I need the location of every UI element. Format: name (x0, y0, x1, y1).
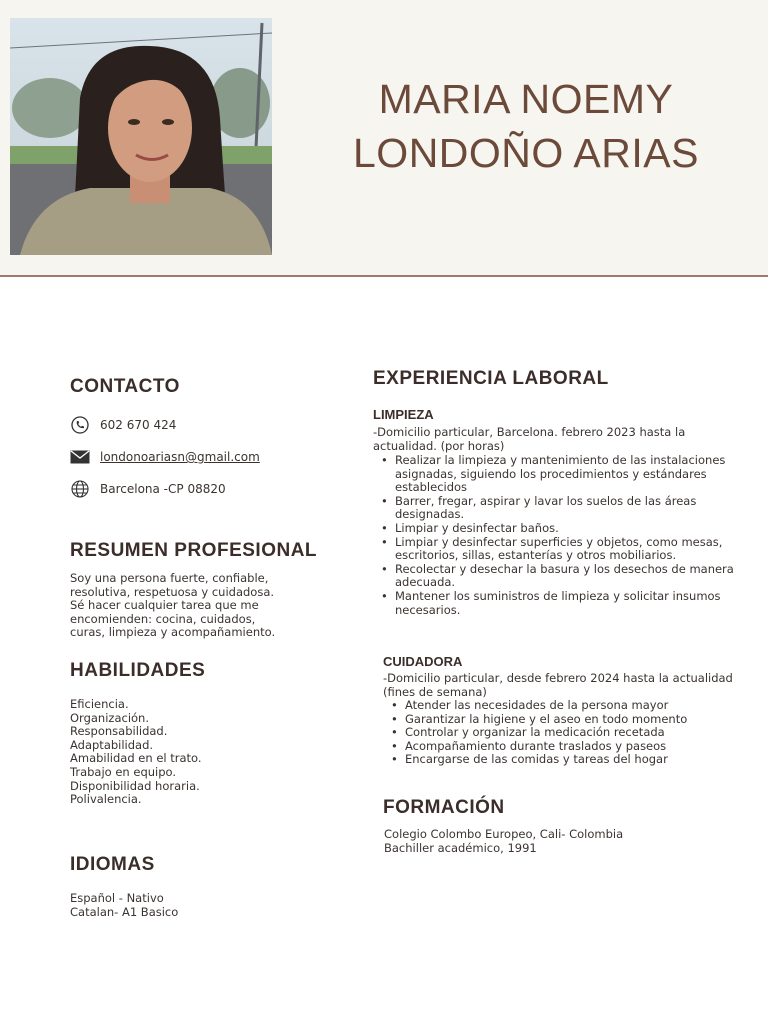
duty-line: asignadas, siguiendo los procedimientos y estándares (395, 466, 707, 481)
job-desc-line: -Domicilio particular, desde febrero 2024 hasta la actualidad (383, 671, 733, 685)
duty-item (373, 522, 734, 536)
skill-item: Polivalencia. (70, 792, 142, 807)
duty-line: • Controlar y organizar la medicación recetada (405, 725, 665, 740)
email-link[interactable]: londonoariasn@gmail.com (100, 450, 260, 464)
skill-item: Disponibilidad horaria. (70, 778, 200, 793)
summary-text (70, 572, 275, 640)
languages-heading: IDIOMAS (70, 854, 155, 875)
summary-line: curas, limpieza y acompañamiento. (70, 625, 276, 640)
duty-item (383, 753, 687, 767)
duty-item (383, 713, 687, 727)
duty-line: adecuada. (395, 575, 456, 590)
duty-item (383, 740, 687, 754)
phone-icon (70, 415, 90, 435)
skill-item: Responsabilidad. (70, 724, 168, 739)
skills-list (70, 698, 202, 807)
summary-line: encomienden: cocina, cuidados, (70, 611, 256, 626)
address-text: Barcelona -CP 08820 (100, 482, 226, 496)
education-text (384, 828, 623, 855)
profile-photo (10, 18, 272, 255)
job-desc-limpieza (373, 426, 685, 453)
skills-heading: HABILIDADES (70, 660, 206, 681)
languages-list (70, 892, 178, 919)
education-heading: FORMACIÓN (383, 797, 505, 818)
duty-line: • Limpiar y desinfectar baños. (395, 520, 559, 535)
contact-email (70, 447, 260, 467)
duty-item (373, 454, 734, 495)
duty-line: • Encargarse de las comidas y tareas del hogar (405, 752, 668, 767)
job-desc-line: -Domicilio particular, Barcelona. febrero 2023 hasta la (373, 425, 686, 439)
duty-item (373, 536, 734, 563)
duty-line: designadas. (395, 507, 465, 522)
duty-item (373, 495, 734, 522)
job-duties-cuidadora (383, 699, 687, 767)
globe-icon (70, 479, 90, 499)
duty-item (373, 563, 734, 590)
education-line: Bachiller académico, 1991 (384, 840, 537, 855)
duty-line: necesarios. (395, 602, 461, 617)
job-desc-cuidadora (383, 672, 733, 699)
contact-address (70, 479, 226, 499)
job-duties-limpieza (373, 454, 734, 617)
email-icon (70, 447, 90, 467)
job-title-limpieza: LIMPIEZA (373, 407, 434, 422)
duty-line: • Barrer, fregar, aspirar y lavar los suelos de las áreas (395, 493, 697, 508)
header (0, 0, 768, 277)
skill-item: Trabajo en equipo. (70, 764, 177, 779)
contact-phone (70, 415, 176, 435)
summary-heading: RESUMEN PROFESIONAL (70, 540, 318, 561)
name-line-1: MARIA NOEMY (378, 76, 674, 122)
duty-line: establecidos (395, 480, 468, 495)
skill-item: Organización. (70, 710, 149, 725)
duty-item (383, 699, 687, 713)
duty-line: • Realizar la limpieza y mantenimiento de las instalaciones (395, 453, 726, 467)
summary-line: Sé hacer cualquier tarea que me (70, 598, 259, 613)
duty-line: escritorios, sillas, estanterías y otros mobiliarios. (395, 548, 677, 563)
summary-line: resolutiva, respetuosa y cuidadosa. (70, 584, 275, 599)
education-line: Colegio Colombo Europeo, Cali- Colombia (384, 827, 624, 841)
duty-item (373, 590, 734, 617)
duty-line: • Recolectar y desechar la basura y los desechos de manera (395, 561, 734, 576)
duty-item (383, 726, 687, 740)
job-desc-line: (fines de semana) (383, 684, 487, 699)
phone-number: 602 670 424 (100, 418, 177, 432)
duty-line: • Acompañamiento durante traslados y paseos (405, 738, 667, 753)
duty-line: • Limpiar y desinfectar superficies y objetos, como mesas, (395, 534, 723, 549)
name-line-2: LONDOÑO ARIAS (353, 130, 699, 176)
skill-item: Amabilidad en el trato. (70, 751, 202, 766)
skill-item: Eficiencia. (70, 697, 129, 711)
candidate-name (340, 72, 712, 180)
duty-line: • Atender las necesidades de la persona mayor (405, 698, 669, 712)
language-item: Catalan- A1 Basico (70, 904, 179, 919)
duty-line: • Mantener los suministros de limpieza y solicitar insumos (395, 588, 721, 603)
contact-heading: CONTACTO (70, 376, 180, 397)
job-desc-line: actualidad. (por horas) (373, 438, 505, 453)
duty-line: • Garantizar la higiene y el aseo en todo momento (405, 711, 688, 726)
language-item: Español - Nativo (70, 891, 164, 905)
skill-item: Adaptabilidad. (70, 737, 154, 752)
experience-heading: EXPERIENCIA LABORAL (373, 368, 609, 389)
job-title-cuidadora: CUIDADORA (383, 654, 463, 669)
summary-line: Soy una persona fuerte, confiable, (70, 571, 269, 585)
